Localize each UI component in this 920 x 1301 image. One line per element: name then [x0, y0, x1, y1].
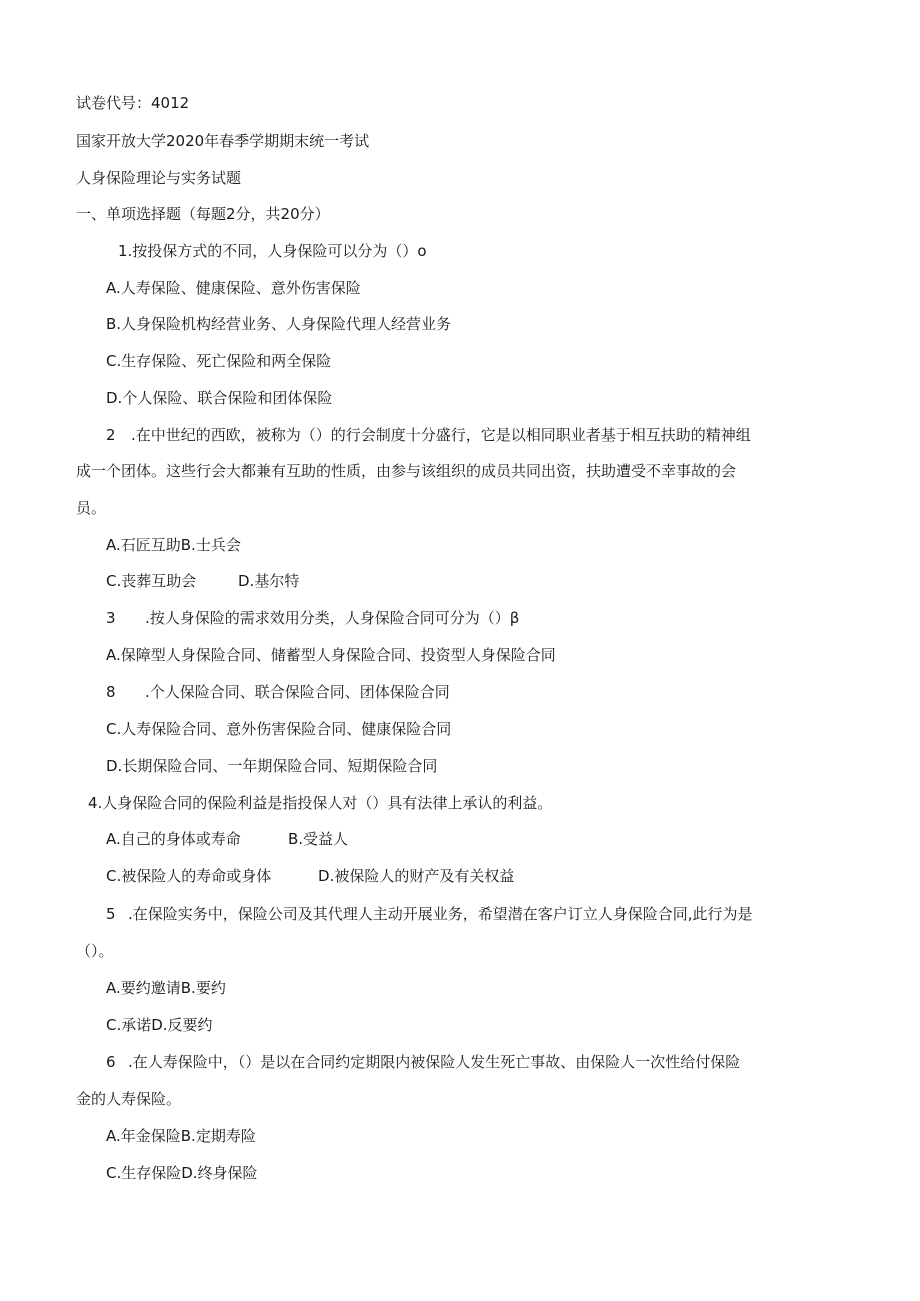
- subject-title: 人身保险理论与实务试题: [76, 169, 242, 187]
- question-5-number: 5: [106, 905, 116, 923]
- question-2-stem-line-3: 员。: [76, 499, 107, 517]
- question-3-option-c: C.人寿保险合同、意外伤害保险合同、健康保险合同: [106, 720, 452, 738]
- question-1-option-c: C.生存保险、死亡保险和两全保险: [106, 352, 332, 370]
- question-3-stem: .按人身保险的需求效用分类，人身保险合同可分为（）β: [145, 609, 520, 627]
- question-3-number: 3: [106, 609, 116, 627]
- question-3-option-d: D.长期保险合同、一年期保险合同、短期保险合同: [106, 757, 438, 775]
- question-1-option-a: A.人寿保险、健康保险、意外伤害保险: [106, 279, 361, 297]
- question-2-stem-line-2: 成一个团体。这些行会大都兼有互助的性质，由参与该组织的成员共同出资，扶助遭受不幸事故的会: [76, 462, 737, 480]
- question-4-stem: 4.人身保险合同的保险利益是指投保人对（）具有法律上承认的利益。: [88, 794, 553, 812]
- question-2-options-ab: A.石匠互助B.士兵会: [106, 536, 241, 554]
- paper-code: 试卷代号：4012: [76, 94, 190, 112]
- question-6-options-ab: A.年金保险B.定期寿险: [106, 1127, 256, 1145]
- question-3-option-a: A.保障型人身保险合同、储蓄型人身保险合同、投资型人身保险合同: [106, 646, 556, 664]
- exam-title: 国家开放大学2020年春季学期期末统一考试: [76, 132, 370, 150]
- question-6-options-cd: C.生存保险D.终身保险: [106, 1164, 258, 1182]
- question-2-number: 2: [106, 426, 116, 444]
- question-3-option-b: .个人保险合同、联合保险合同、团体保险合同: [145, 683, 450, 701]
- question-4-option-d: D.被保险人的财产及有关权益: [318, 867, 515, 885]
- question-4-option-b: B.受益人: [288, 830, 349, 848]
- question-3-option-b-marker: 8: [106, 683, 116, 701]
- question-5-stem-line-1: .在保险实务中，保险公司及其代理人主动开展业务，希望潜在客户订立人身保险合同,此行为是: [128, 905, 753, 923]
- question-1-option-d: D.个人保险、联合保险和团体保险: [106, 389, 333, 407]
- question-6-stem-line-2: 金的人寿保险。: [76, 1090, 182, 1108]
- question-6-number: 6: [106, 1053, 116, 1071]
- question-5-options-ab: A.要约邀请B.要约: [106, 979, 226, 997]
- question-2-option-c: C.丧葬互助会: [106, 572, 197, 590]
- question-1-stem: 1.按投保方式的不同，人身保险可以分为（）o: [118, 242, 427, 260]
- question-4-option-c: C.被保险人的寿命或身体: [106, 867, 272, 885]
- question-2-stem-line-1: .在中世纪的西欧，被称为（）的行会制度十分盛行，它是以相同职业者基于相互扶助的精神组: [131, 426, 751, 444]
- question-1-option-b: B.人身保险机构经营业务、人身保险代理人经营业务: [106, 315, 452, 333]
- question-6-stem-line-1: .在人寿保险中，（）是以在合同约定期限内被保险人发生死亡事故、由保险人一次性给付保险: [128, 1053, 741, 1071]
- question-4-option-a: A.自己的身体或寿命: [106, 830, 241, 848]
- question-2-option-d: D.基尔特: [238, 572, 300, 590]
- section-title: 一、单项选择题（每题2分，共20分）: [76, 205, 330, 223]
- question-5-stem-line-2: （）。: [76, 942, 114, 960]
- question-5-options-cd: C.承诺D.反要约: [106, 1016, 213, 1034]
